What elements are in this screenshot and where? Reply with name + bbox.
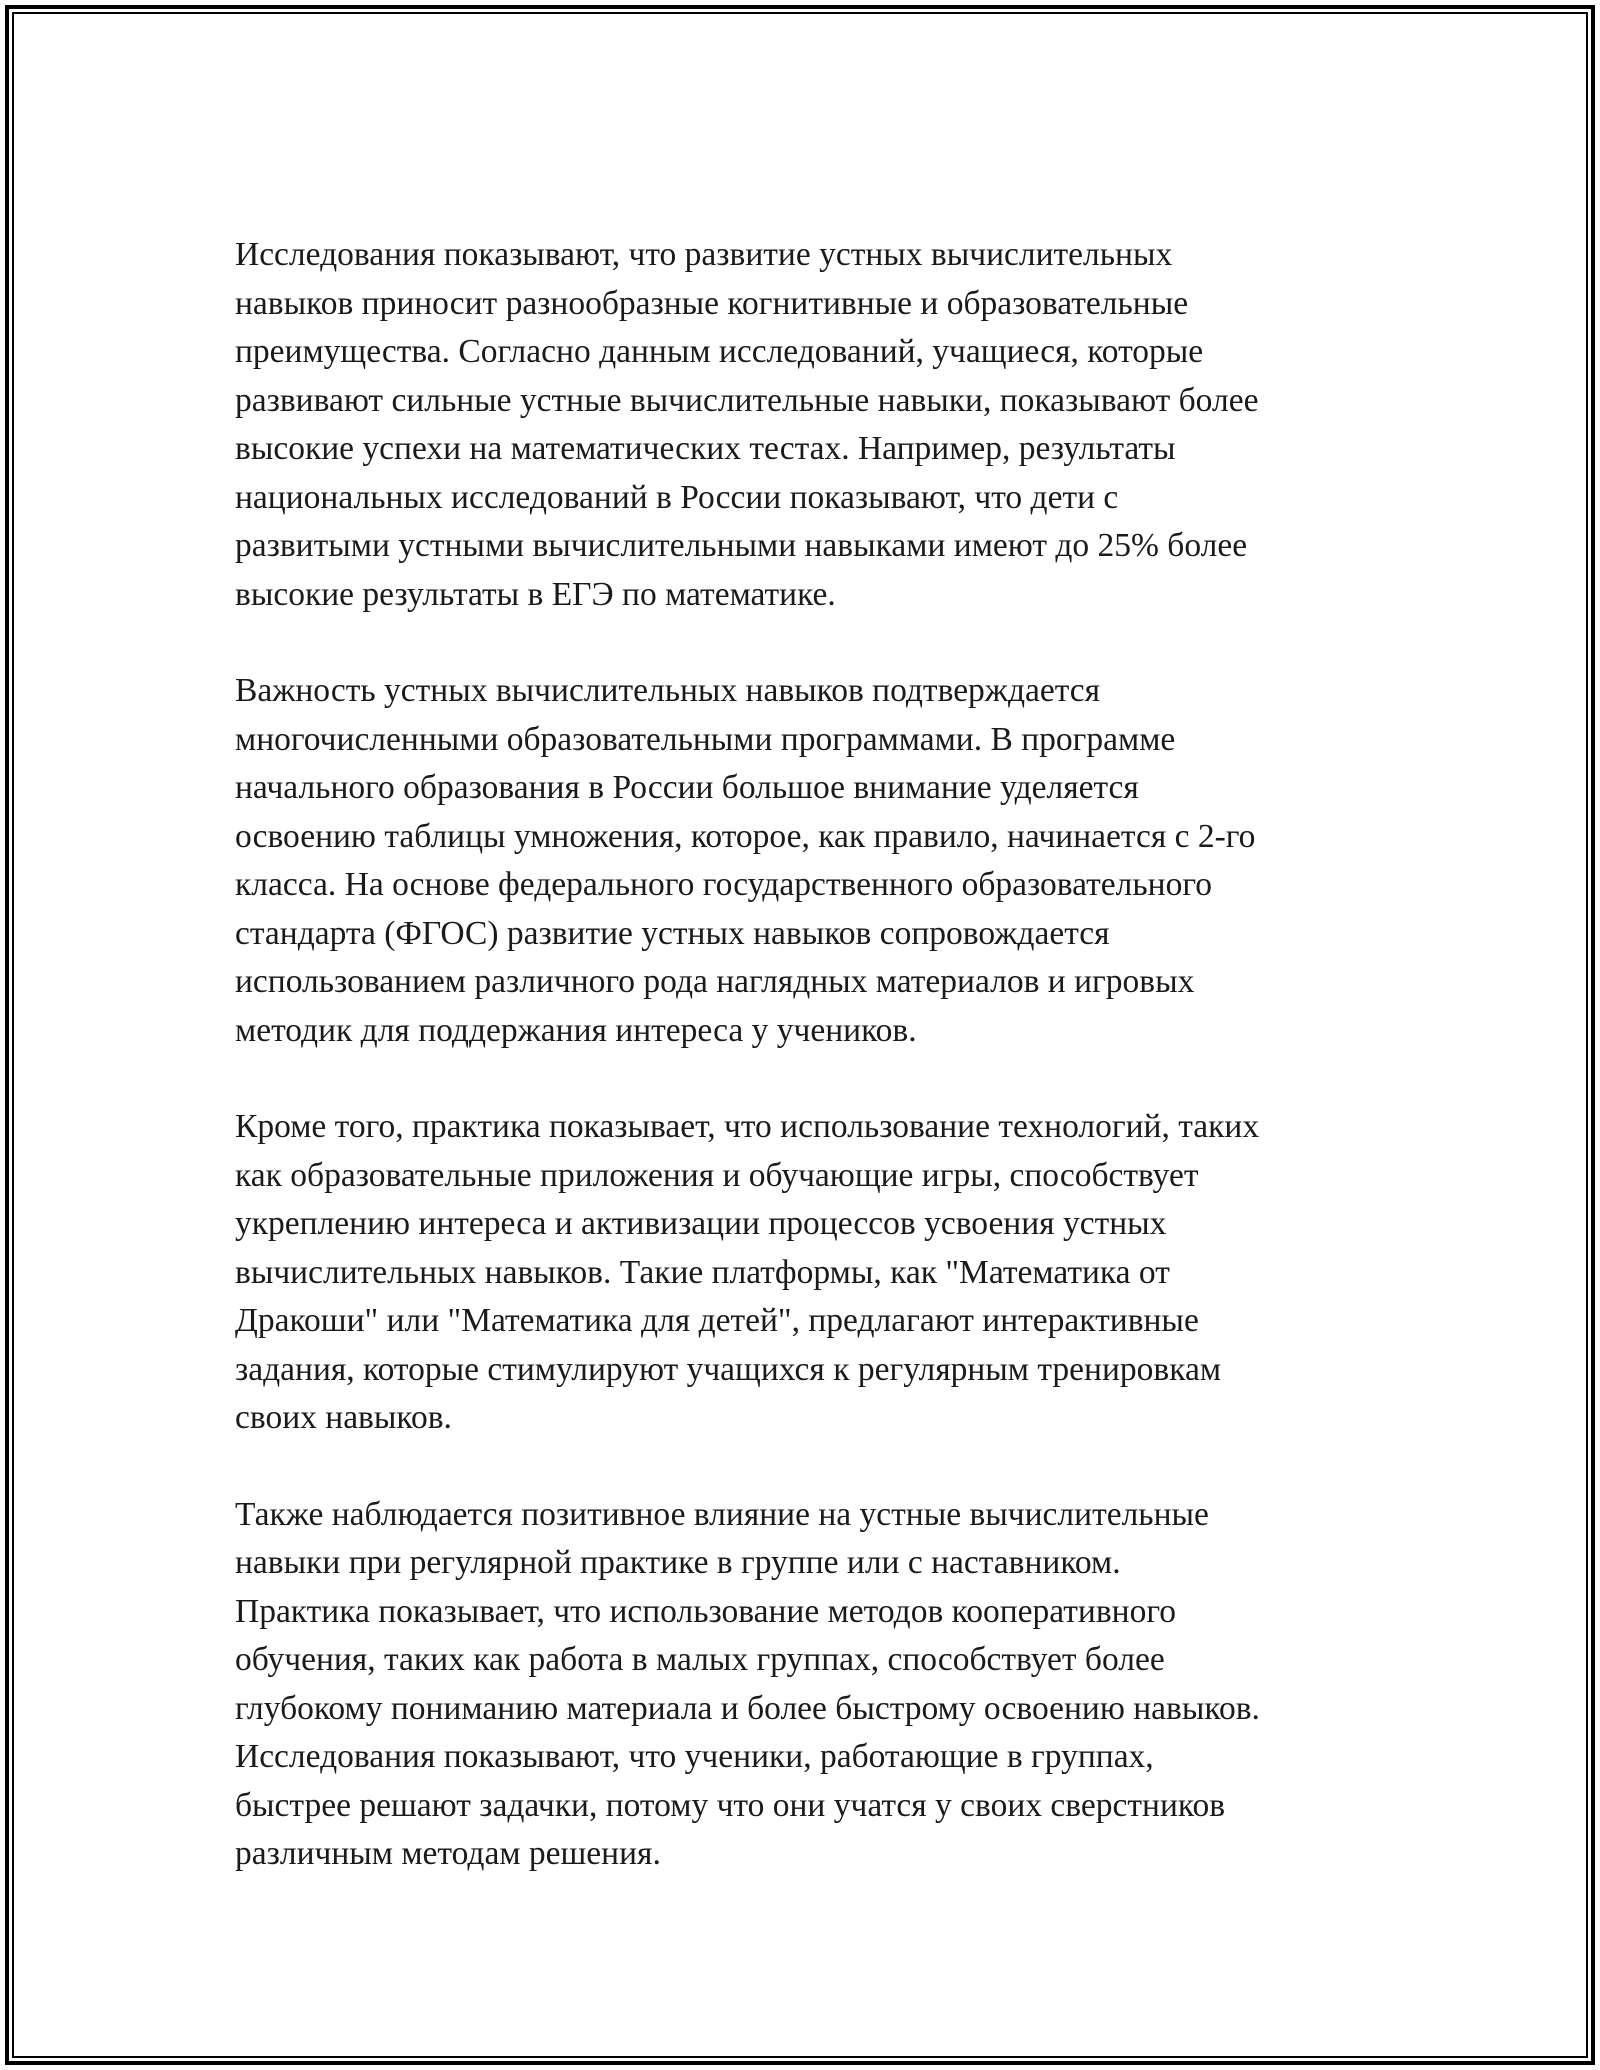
paragraph-technology-use: Кроме того, практика показывает, что использование технологий, таких как образовательные приложения и обучающие игры, способствует укреплению интереса и активизации процессов усвоения устных вычислительных навыков. Такие платформы, как "Математика от Дракоши" или "Математика для детей", предлагают интерактивные задания, которые стимулируют учащихся к регулярным тренировкам своих навыков. (235, 1108, 1260, 1436)
paragraph-group-practice: Также наблюдается позитивное влияние на устные вычислительные навыки при регулярной практике в группе или с наставником. Практика показывает, что использование методов кооперативного обучения, таких как работа в малых группах, способствует более глубокому пониманию материала и более быстрому освоению навыков. Исследования показывают, что ученики, работающие в группах, быстрее решают задачки, потому что они учатся у своих сверстников различным методам решения. (235, 1495, 1260, 1872)
paragraph-research-benefits: Исследования показывают, что развитие устных вычислительных навыков приносит разнообразные когнитивные и образовательные преимущества. Согласно данным исследований, учащиеся, которые развивают сильные устные вычислительные навыки, показывают более высокие успехи на математических тестах. Например, результаты национальных исследований в России показывают, что дети с развитыми устными вычислительными навыками имеют до 25% более высокие результаты в ЕГЭ по математике. (235, 236, 1259, 613)
paragraph-educational-programs: Важность устных вычислительных навыков подтверждается многочисленными образовательными программами. В программе начального образования в России большое внимание уделяется освоению таблицы умножения, которое, как правило, начинается с 2-го класса. На основе федерального государственного образовательного стандарта (ФГОС) развитие устных навыков сопровождается использованием различного рода наглядных материалов и игровых методик для поддержания интереса у учеников. (235, 672, 1256, 1049)
document-body (235, 231, 1375, 1879)
